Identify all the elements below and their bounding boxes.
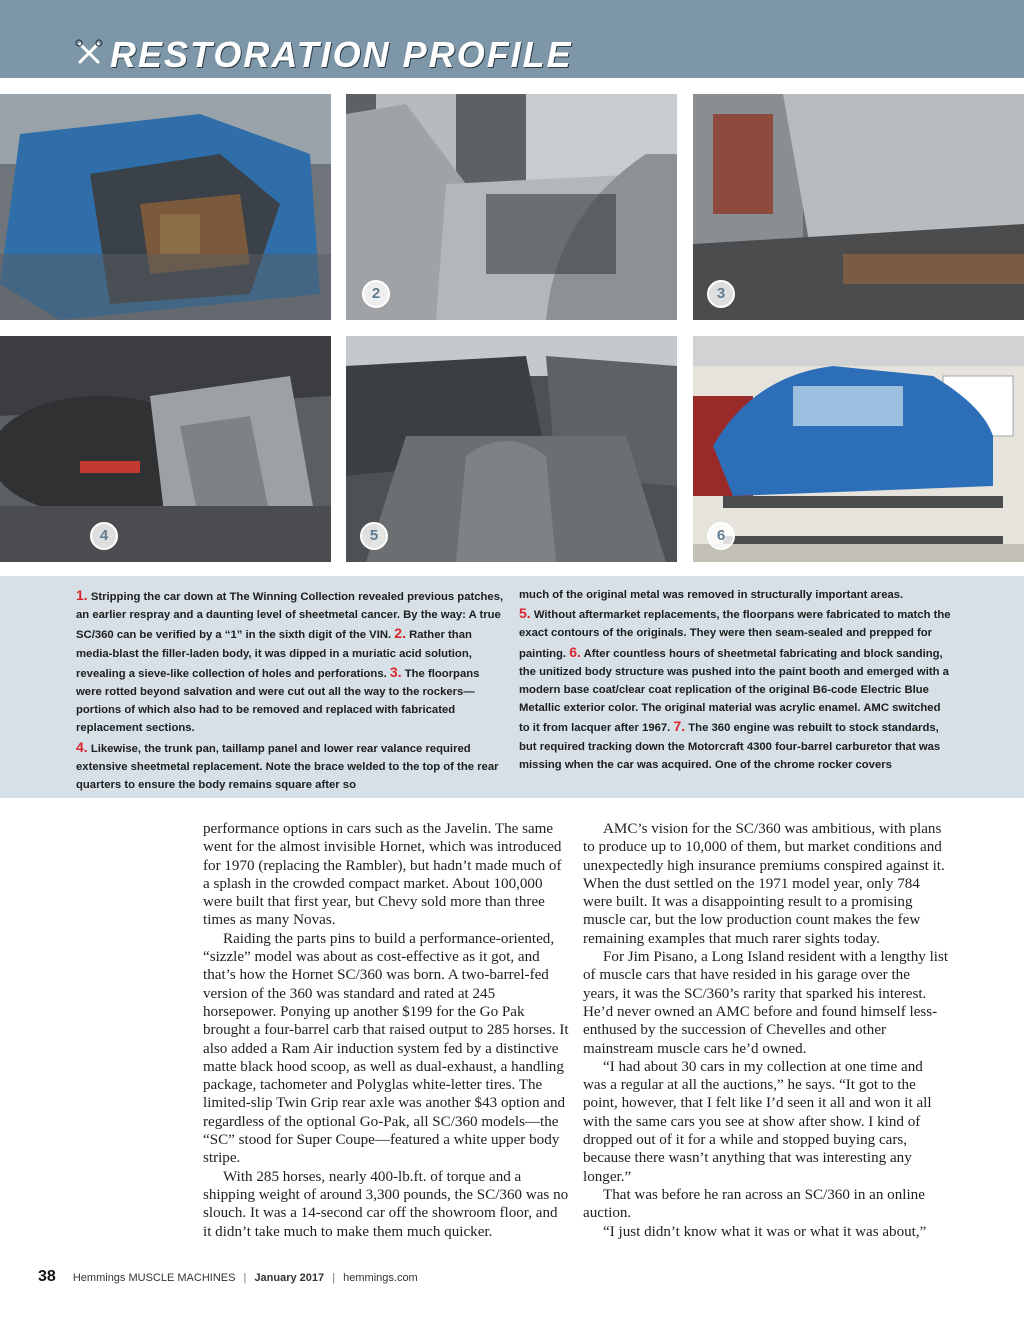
caption-paragraph (76, 738, 508, 795)
page-number: 38 (38, 1268, 56, 1285)
caption-text: Without aftermarket replacements, the floorpans were fabricated to match the exact contours of the originals. They were then seam-sealed and prepped for painting. (519, 609, 951, 660)
body-paragraph: “I had about 30 cars in my collection at one time and was a regular at all the auctions,” he says. “It got to the point, however, that I felt like I’d seen it all and won it all with the same cars you see at show after show. I kind of dropped out of it for a while and stopped buying cars, because there wasn’t anything that was interesting any longer.” (583, 1058, 932, 1185)
caption-paragraph (519, 604, 951, 774)
caption-column-left (76, 586, 508, 794)
body-paragraph: “I just didn’t know what it was or what it was about,” (603, 1223, 927, 1240)
page-title: RESTORATION PROFILE (110, 34, 573, 75)
caption-text: The 360 engine was rebuilt to stock standards, but required tracking down the Motorcraft 4300 four-barrel carburetor that was missing when the car was acquired. One of the chrome rocker covers (519, 722, 941, 771)
body-paragraph: That was before he ran across an SC/360 in an online auction. (583, 1186, 925, 1222)
photo-4 (0, 336, 331, 562)
photo-3 (693, 94, 1024, 320)
website-link[interactable]: hemmings.com (343, 1272, 418, 1284)
page-footer (38, 1268, 638, 1290)
caption-text: After countless hours of sheetmetal fabricating and block sanding, the unitized body structure was pushed into the paint booth and emerged with a modern base coat/clear coat replication of the original B6-code Electric Blue Metallic exterior color. The original material was acrylic enamel. AMC switched to it from lacquer after 1967. (519, 647, 949, 735)
body-paragraph: For Jim Pisano, a Long Island resident with a lengthy list of muscle cars that have resided in his garage over the years, it was the SC/360’s rarity that sparked his interest. He’d never owned an AMC before and found himself less-enthused by the succession of Chevelles and other mainstream muscle cars he’d owned. (583, 949, 949, 1057)
body-column-1 (203, 820, 569, 1241)
wrench-screwdriver-icon (74, 38, 104, 68)
body-paragraph: With 285 horses, nearly 400-lb.ft. of torque and a shipping weight of around 3,300 pounds, the SC/360 was no slouch. It was a 14-second car off the showroom floor, and it didn’t take much to make them much quicker. (203, 1168, 569, 1240)
photo-number-badge: 5 (360, 522, 388, 550)
publication-name: Hemmings MUSCLE MACHINES (72, 1272, 236, 1284)
caption-number: 5. (519, 605, 531, 622)
body-paragraph: Raiding the parts pins to build a performance-oriented, “sizzle” model was about as cost-effective as it got, and that’s how the Hornet SC/360 was born. A two-barrel-fed version of the 360 was standard and rated at 245 horsepower. Ponying up another $199 for the Go Pak brought a four-barrel carb that raised output to 285 horses. It also added a Ram Air induction system fed by a distinctive matte black hood scoop, as well as dual-exhaust, a handling package, tachometer and Polyglas white-letter tires. The limited-slip Twin Grip rear axle was another $43 option and regardless of the optional Go-Pak, all SC/360 models—the “SC” stood for Super Coupe—featured a white upper body stripe. (203, 930, 569, 1167)
photo-2 (346, 94, 677, 320)
issue-date: January 2017 (254, 1272, 325, 1284)
body-column-2 (583, 820, 949, 1241)
photo-number-badge: 6 (707, 522, 735, 550)
caption-column-right (519, 586, 951, 774)
caption-number: 6. (569, 643, 581, 660)
footer-separator: | (243, 1272, 247, 1284)
footer-separator: | (332, 1272, 336, 1284)
photo-number-badge: 2 (362, 280, 390, 308)
caption-text: much of the original metal was removed in structurally important areas. (519, 589, 904, 601)
photo-6 (693, 336, 1024, 562)
caption-number: 4. (76, 738, 88, 755)
caption-text: Likewise, the trunk pan, taillamp panel and lower rear valance required extensive sheetmetal replacement. Note the brace welded to the top of the rear quarters to ensure the body remains square after so (76, 742, 499, 792)
photo-number-badge: 4 (90, 522, 118, 550)
photo-1 (0, 94, 331, 320)
body-paragraph: performance options in cars such as the Javelin. The same went for the almost invisible Hornet, which was introduced for 1970 (replacing the Rambler), but hadn’t made much of a splash in the crowded compact market. About 100,000 were built that first year, but Chevy sold more than three times as many Novas. (203, 821, 562, 929)
caption-number: 1. (76, 587, 88, 603)
caption-number: 7. (673, 718, 686, 735)
caption-paragraph (519, 586, 951, 604)
photo-5 (346, 336, 677, 562)
caption-number: 2. (394, 625, 406, 642)
caption-paragraph (76, 586, 508, 738)
caption-text: The floorpans were rotted beyond salvation and were cut out all the way to the rockers—portions of which also had to be removed and replaced with fabricated replacement sections. (76, 667, 480, 735)
section-header (0, 0, 1024, 78)
body-paragraph: AMC’s vision for the SC/360 was ambitious, with plans to produce up to 10,000 of them, but market conditions and unexpectedly high insurance premiums conspired against it. When the dust settled on the 1971 model year, only 784 were built. It was a disappointing result to a promising muscle car, but the low production count makes the few remaining examples that much rarer sights today. (583, 821, 945, 947)
caption-number: 3. (389, 663, 402, 680)
caption-text: Rather than media-blast the filler-laden body, it was dipped in a muriatic acid solution, revealing a sieve-like collection of holes and perforations. (76, 629, 472, 680)
caption-text: Stripping the car down at The Winning Collection revealed previous patches, an earlier respray and a daunting level of sheetmetal cancer. By the way: A true SC/360 can be verified by a “1” in the sixth digit of the VIN. (76, 591, 504, 642)
photo-number-badge: 3 (707, 280, 735, 308)
